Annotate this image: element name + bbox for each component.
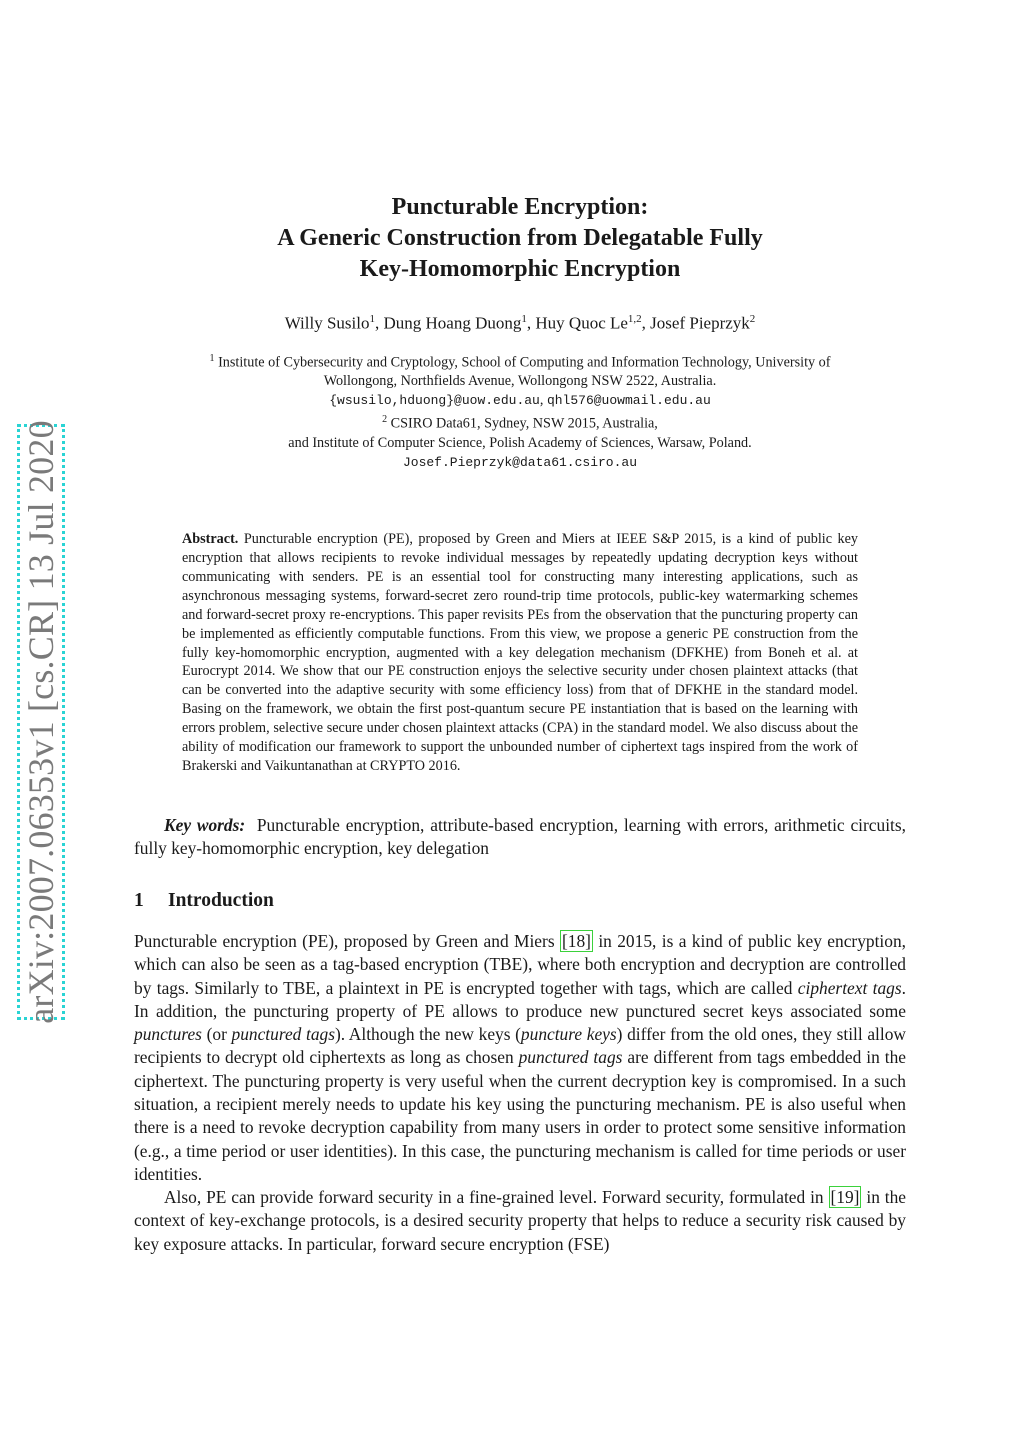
author-affil-sup: 1 [369, 313, 375, 325]
abstract-text: Puncturable encryption (PE), proposed by Green and Miers at IEEE S&P 2015, is a kind of public key encryption that allows recipients to revoke individual messages by repeatedly updating decryption keys without communicating with senders. PE is an essential tool for constructing many interesting applications, such as asynchronous messaging systems, forward-secret zero round-trip time protocols, public-key watermarking schemes and forward-secret proxy re-encryptions. This paper revisits PEs from the observation that the puncturing property can be implemented as efficiently computable functions. From this view, we propose a generic PE construction from the fully key-homomorphic encryption, augmented with a key delegation mechanism (DFKHE) from Boneh et al. at Eurocrypt 2014. We show that our PE construction enjoys the selective security under chosen plaintext attacks (that can be converted into the adaptive security with some efficiency loss) from that of DFKHE in the standard model. Basing on the framework, we obtain the first post-quantum secure PE instantiation that is based on the learning with errors problem, selective secure under chosen plaintext attacks (CPA) in the standard model. We also discuss about the ability of modification our framework to support the unbounded number of ciphertext tags inspired from the work of Brakerski and Vaikuntanathan at CRYPTO 2016. [182, 531, 859, 774]
author-list: Willy Susilo$^1$, Dung Hoang Duong$^1$, Huy Quoc Le$^{1,2}$, Josef Pieprzyk$^2$ [284, 313, 756, 333]
citation-link[interactable]: [19] [830, 1187, 860, 1208]
author-affil-sup: 1,2 [627, 313, 642, 325]
affil-2-sup: 2 [382, 414, 388, 426]
text-run: Puncturable encryption (PE), proposed by Green and Miers [134, 930, 560, 951]
text-run: ). Although the new keys ( [335, 1024, 521, 1045]
author-name: Huy Quoc Le [535, 313, 628, 333]
text-run: in the context of key-exchange protocols, is a desired security property that helps to reduce a security risk caused by key exposure attacks. In particular, forward secure encryption (FSE) [134, 1187, 907, 1254]
emphasis: punctured tags [231, 1024, 335, 1045]
affil-1-email-1[interactable]: {wsusilo,hduong}@uow.edu.au [329, 393, 540, 409]
keywords [134, 814, 906, 860]
affil-1-line-2: Wollongong, Northfields Avenue, Wollongong NSW 2522, Australia. [323, 373, 717, 390]
paper-title [134, 192, 906, 285]
section-number: 1 [134, 889, 144, 911]
text-run: (or [201, 1024, 232, 1045]
citation-link[interactable]: [18] [561, 930, 591, 951]
affil-1-email-2[interactable]: qhl576@uowmail.edu.au [546, 393, 711, 409]
affil-1-email-separator: , [539, 392, 547, 409]
introduction-body [134, 930, 906, 1256]
affil-1-sup: 1 [209, 352, 215, 364]
affil-2-line-2: and Institute of Computer Science, Polish Academy of Sciences, Warsaw, Poland. [288, 435, 752, 452]
affil-2-line-1: CSIRO Data61, Sydney, NSW 2015, Australia, [390, 416, 658, 433]
text-run: . In addition, the puncturing property of PE allows to produce new punctured secret keys associated some [134, 977, 906, 1021]
intro-paragraph-1 [134, 930, 906, 1186]
affil-1-line-1: Institute of Cybersecurity and Cryptology, School of Computing and Information Technology, University of [218, 354, 831, 371]
emphasis: ciphertext tags [797, 977, 902, 998]
author-affil-sup: 2 [749, 313, 756, 325]
paper-page [134, 192, 906, 1256]
author-name: Dung Hoang Duong [383, 313, 522, 333]
section-title: Introduction [168, 889, 274, 911]
arxiv-stamp-text: arXiv:2007.06353v1 [cs.CR] 13 Jul 2020 [21, 420, 62, 1024]
keywords-label: Key words: [164, 814, 246, 835]
affiliations [134, 349, 906, 472]
emphasis: puncture keys [520, 1024, 617, 1045]
title-line-3: Key-Homomorphic Encryption [359, 256, 681, 282]
emphasis: punctured tags [518, 1047, 623, 1068]
intro-paragraph-2 [134, 1186, 906, 1256]
text-run: Also, PE can provide forward security in a fine-grained level. Forward security, formulated in [164, 1187, 829, 1208]
affil-2-email[interactable]: Josef.Pieprzyk@data61.csiro.au [402, 455, 638, 471]
text-run: in 2015, is a kind of public key encryption, which can also be seen as a tag-based encryption (TBE), where both encryption and decryption are controlled by tags. Similarly to TBE, a plaintext in PE is encrypted together with tags, which are called [134, 930, 906, 998]
arxiv-stamp [17, 420, 65, 1024]
keywords-text: Puncturable encryption, attribute-based encryption, learning with errors, arithmetic circuits, fully key-homomorphic encryption, key delegation [134, 814, 906, 858]
section-heading [134, 890, 906, 912]
text-run: are different from tags embedded in the ciphertext. The puncturing property is very useful when the current decryption key is compromised. In a such situation, a recipient merely needs to update his key using the puncturing mechanism. PE is also useful when there is a need to revoke decryption capability from many users in order to protect some sensitive information (e.g., a time period or user identities). In this case, the puncturing mechanism is called for time periods or user identities. [134, 1047, 906, 1184]
title-line-2: A Generic Construction from Delegatable Fully [277, 225, 763, 251]
author-affil-sup: 1 [521, 313, 527, 325]
abstract-label: Abstract. [182, 531, 239, 548]
text-run: ) differ from the old ones, they still allow recipients to decrypt old ciphertexts as long as chosen [134, 1024, 906, 1068]
abstract [182, 530, 858, 776]
author-name: Willy Susilo [284, 313, 370, 333]
emphasis: punctures [134, 1024, 202, 1045]
title-line-1: Puncturable Encryption: [391, 194, 649, 220]
author-name: Josef Pieprzyk [650, 313, 750, 333]
